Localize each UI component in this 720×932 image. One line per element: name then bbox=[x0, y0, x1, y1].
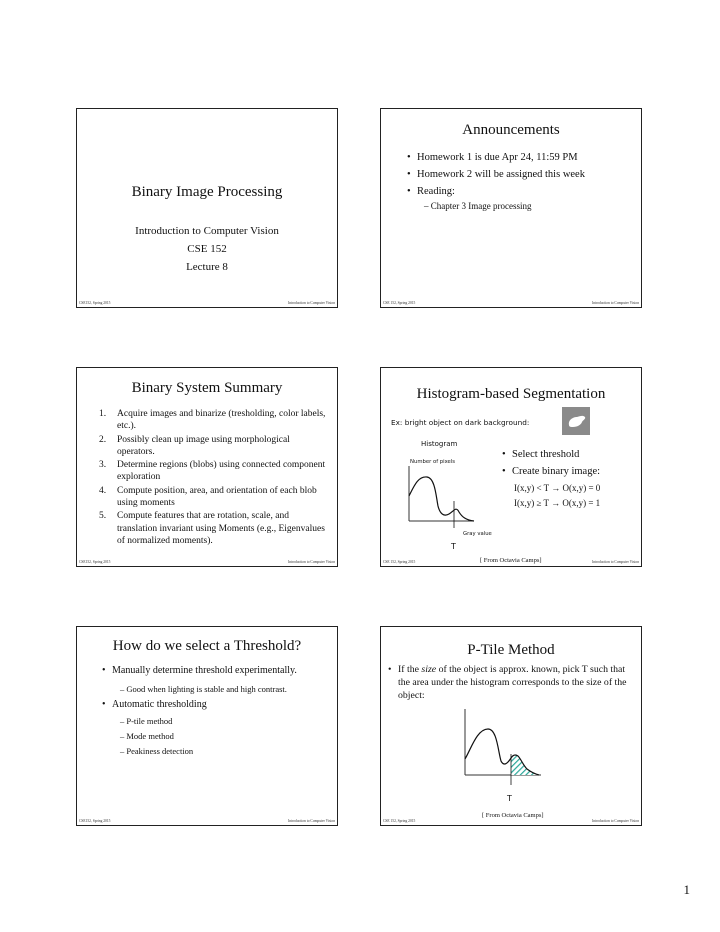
slide1-title: Binary Image Processing bbox=[131, 184, 283, 200]
footer-title: Introduction to Computer Vision bbox=[592, 819, 639, 823]
announcement-bullet-2: • Homework 2 will be assigned this week bbox=[407, 169, 585, 180]
method-peakiness: – Peakiness detection bbox=[120, 746, 194, 756]
list-item: 2. Possibly clean up image using morphological operators. bbox=[99, 434, 290, 457]
announcement-bullet-3: • Reading: bbox=[407, 186, 455, 197]
list-item: 4. Compute position, area, and orientation of each blob using moments bbox=[99, 485, 317, 509]
footer-course: CSE152, Spring 2015 bbox=[79, 819, 111, 823]
histogram-bullet-1: • Select threshold bbox=[502, 449, 580, 460]
footer-course: CSE 152, Spring 2015 bbox=[383, 560, 416, 564]
footer-title: Introduction to Computer Vision bbox=[592, 301, 639, 305]
slide1-line-2: CSE 152 bbox=[187, 243, 227, 255]
list-item: 5. Compute features that are rotation, scale, and translation invariant using Moments (e.g., Eigenvalues of normalized moments). bbox=[99, 511, 325, 546]
footer-course: CSE152, Spring 2015 bbox=[79, 560, 111, 564]
announcement-bullet-1: • Homework 1 is due Apr 24, 11:59 PM bbox=[407, 152, 578, 163]
footer-title: Introduction to Computer Vision bbox=[288, 819, 335, 823]
threshold-bullet-2: • Automatic thresholding bbox=[102, 699, 207, 710]
slide1-line-3: Lecture 8 bbox=[186, 261, 228, 273]
y-axis-label: Number of pixels bbox=[410, 459, 456, 465]
threshold-rule-1: I(x,y) < T → O(x,y) = 0 bbox=[514, 483, 601, 493]
threshold-sub-1: – Good when lighting is stable and high contrast. bbox=[120, 684, 287, 694]
ptile-threshold-label: T bbox=[507, 794, 512, 803]
slide4-title: Histogram-based Segmentation bbox=[416, 386, 606, 402]
slide6-title: P-Tile Method bbox=[467, 642, 555, 658]
example-caption: Ex: bright object on dark background: bbox=[391, 418, 530, 427]
x-axis-label: Gray value bbox=[463, 531, 492, 537]
footer-course: CSE 152, Spring 2015 bbox=[383, 819, 416, 823]
source-credit: [ From Octavia Camps] bbox=[482, 812, 544, 819]
slide-announcements bbox=[380, 108, 642, 308]
ptile-histogram bbox=[461, 709, 546, 779]
histogram-bullet-2: • Create binary image: bbox=[502, 466, 601, 477]
footer-title: Introduction to Computer Vision bbox=[288, 301, 335, 305]
footer-title: Introduction to Computer Vision bbox=[288, 560, 335, 564]
slide2-title: Announcements bbox=[462, 122, 560, 138]
method-ptile: – P-tile method bbox=[120, 716, 173, 726]
source-credit: [ From Octavia Camps] bbox=[480, 557, 542, 564]
list-item: 3. Determine regions (blobs) using connected component exploration bbox=[99, 460, 326, 483]
histogram-label: Histogram bbox=[421, 440, 458, 448]
threshold-label: T bbox=[451, 542, 456, 551]
slide-select-threshold bbox=[76, 626, 338, 826]
slide-binary-summary bbox=[76, 367, 338, 567]
ptile-description: • If the size of the object is approx. known, pick T such that the area under the histogram corresponds to the size of the object: bbox=[388, 664, 627, 701]
slide-title bbox=[76, 108, 338, 308]
slide1-line-1: Introduction to Computer Vision bbox=[135, 225, 279, 237]
slide-histogram-segmentation bbox=[380, 367, 642, 567]
slide5-title: How do we select a Threshold? bbox=[112, 638, 302, 654]
method-mode: – Mode method bbox=[120, 731, 174, 741]
slide3-title: Binary System Summary bbox=[131, 380, 283, 396]
slide-ptile-method bbox=[380, 626, 642, 826]
footer-title: Introduction to Computer Vision bbox=[592, 560, 639, 564]
histogram-plot bbox=[404, 466, 474, 521]
summary-list bbox=[99, 408, 329, 548]
footer-course: CSE 152, Spring 2015 bbox=[383, 301, 416, 305]
bright-object-thumbnail bbox=[562, 407, 590, 435]
threshold-bullet-1: • Manually determine threshold experimentally. bbox=[102, 665, 297, 676]
threshold-rule-2: I(x,y) ≥ T → O(x,y) = 1 bbox=[514, 498, 601, 508]
footer-course: CSE152, Spring 2015 bbox=[79, 301, 111, 305]
page-number: 1 bbox=[683, 882, 690, 897]
announcement-sub-bullet: – Chapter 3 Image processing bbox=[424, 201, 532, 211]
list-item: 1. Acquire images and binarize (tresholding, color labels, etc.). bbox=[99, 409, 326, 432]
